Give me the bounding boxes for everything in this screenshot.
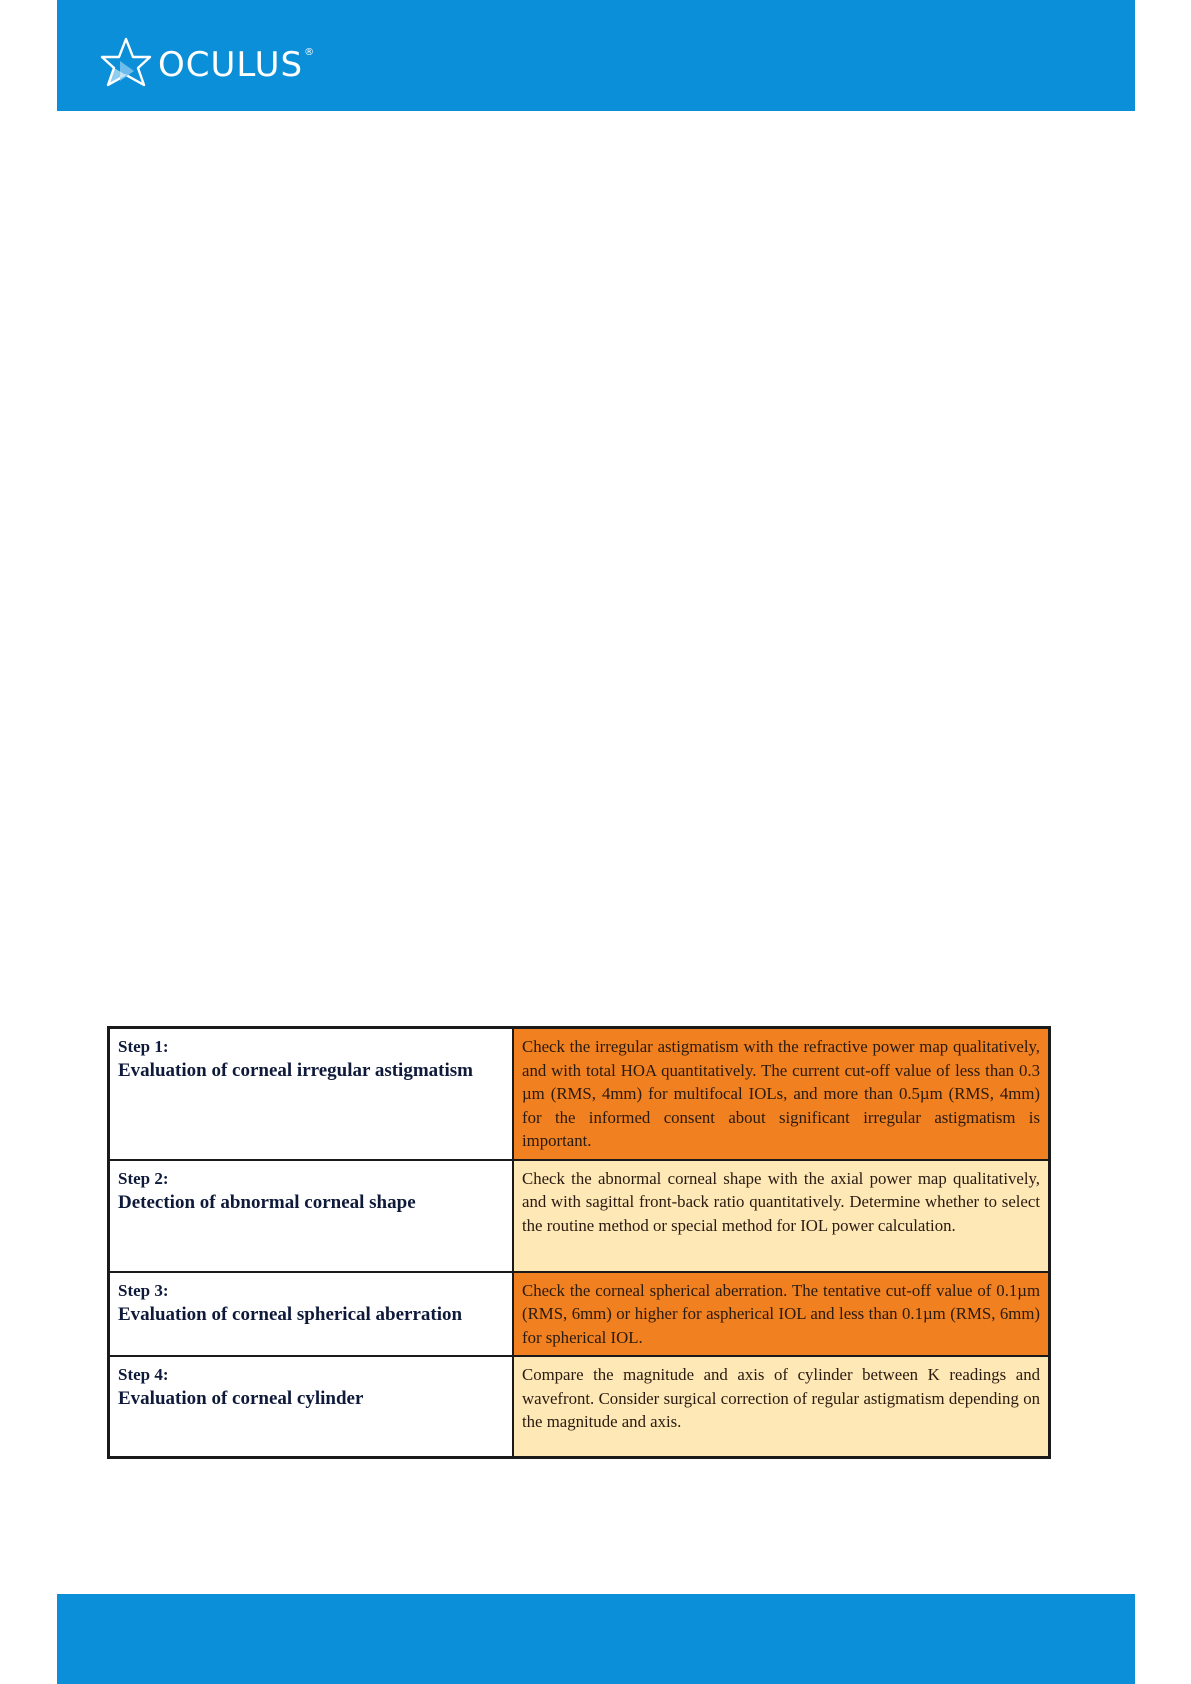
oculus-star-icon — [100, 37, 152, 87]
brand-name: OCULUS — [158, 45, 304, 85]
step-label: Step 3: — [118, 1280, 169, 1300]
oculus-logo — [100, 37, 314, 87]
footer-band — [57, 1594, 1135, 1684]
step-description: Check the corneal spherical aberration. The tentative cut-off value of 0.1µm (RMS, 6mm) or higher for aspherical IOL and less than 0.1µm (RMS, 6mm) for spherical IOL. — [513, 1272, 1050, 1357]
step-cell — [109, 1356, 514, 1458]
step-label: Step 1: — [118, 1037, 169, 1056]
step-cell — [109, 1272, 514, 1357]
step-label: Step 4: — [118, 1365, 169, 1384]
step-cell — [109, 1028, 514, 1160]
steps-table — [107, 1026, 1051, 1459]
step-title: Evaluation of corneal spherical aberration — [118, 1303, 463, 1325]
registered-mark: ® — [304, 46, 315, 58]
table-row — [109, 1272, 1050, 1357]
step-title: Evaluation of corneal cylinder — [118, 1388, 364, 1409]
step-title: Evaluation of corneal irregular astigmatism — [118, 1060, 473, 1081]
table-row — [109, 1160, 1050, 1272]
step-description: Check the abnormal corneal shape with the axial power map qualitatively, and with sagittal front-back ratio quantitatively. Determine whether to select the routine method or special method for IOL power calculation. — [513, 1160, 1050, 1272]
step-description: Compare the magnitude and axis of cylinder between K readings and wavefront. Consider surgical correction of regular astigmatism depending on the magnitude and axis. — [513, 1356, 1050, 1458]
step-title: Detection of abnormal corneal shape — [118, 1191, 416, 1213]
table-row — [109, 1356, 1050, 1458]
step-label: Step 2: — [118, 1168, 169, 1188]
table-row — [109, 1028, 1050, 1160]
step-cell — [109, 1160, 514, 1272]
header-band — [57, 0, 1135, 111]
step-description: Check the irregular astigmatism with the refractive power map qualitatively, and with total HOA quantitatively. The current cut-off value of less than 0.3 µm (RMS, 4mm) for multifocal IOLs, and more than 0.5µm (RMS, 4mm) for the informed consent about significant irregular astigmatism is important. — [513, 1028, 1050, 1160]
